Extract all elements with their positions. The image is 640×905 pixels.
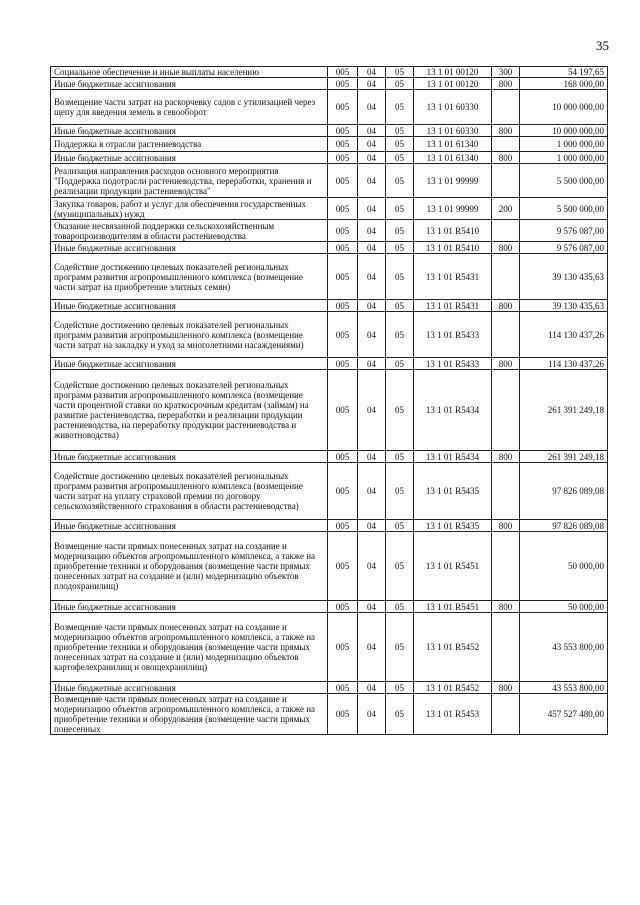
section-code-cell: 04: [358, 601, 386, 613]
subsection-code-cell: 05: [386, 152, 414, 164]
subsection-code-cell: 05: [386, 220, 414, 242]
target-article-code-cell: 13 1 01 R5431: [414, 300, 492, 312]
table-row: [51, 520, 608, 532]
department-code-cell: 005: [328, 78, 358, 90]
expense-type-code-cell: [492, 532, 520, 601]
target-article-code-cell: 13 1 01 61340: [414, 137, 492, 152]
subsection-code-cell: 05: [386, 682, 414, 694]
target-article-code-cell: 13 1 01 61340: [414, 152, 492, 164]
expense-type-code-cell: 800: [492, 300, 520, 312]
subsection-code-cell: 05: [386, 312, 414, 358]
section-code-cell: 04: [358, 254, 386, 300]
amount-cell: 50 000,00: [520, 532, 608, 601]
target-article-code-cell: 13 1 01 R5434: [414, 451, 492, 463]
amount-cell: 5 500 000,00: [520, 164, 608, 198]
section-code-cell: 04: [358, 694, 386, 735]
expense-name-cell: Иные бюджетные ассигнования: [51, 78, 328, 90]
department-code-cell: 005: [328, 613, 358, 682]
expense-type-code-cell: [492, 370, 520, 451]
amount-cell: 10 000 000,00: [520, 90, 608, 125]
target-article-code-cell: 13 1 01 R5431: [414, 254, 492, 300]
department-code-cell: 005: [328, 152, 358, 164]
target-article-code-cell: 13 1 01 R5410: [414, 220, 492, 242]
expense-type-code-cell: [492, 463, 520, 520]
page-number: 35: [596, 38, 609, 53]
department-code-cell: 005: [328, 67, 358, 78]
expense-type-code-cell: [492, 613, 520, 682]
department-code-cell: 005: [328, 312, 358, 358]
section-code-cell: 04: [358, 90, 386, 125]
table-row: [51, 300, 608, 312]
subsection-code-cell: 05: [386, 137, 414, 152]
table-row: [51, 152, 608, 164]
subsection-code-cell: 05: [386, 370, 414, 451]
subsection-code-cell: 05: [386, 694, 414, 735]
subsection-code-cell: 05: [386, 532, 414, 601]
expense-name-cell: Иные бюджетные ассигнования: [51, 242, 328, 254]
section-code-cell: 04: [358, 532, 386, 601]
amount-cell: 114 130 437,26: [520, 358, 608, 370]
amount-cell: 9 576 087,00: [520, 242, 608, 254]
table-row: [51, 694, 608, 735]
section-code-cell: 04: [358, 613, 386, 682]
expense-type-code-cell: 200: [492, 198, 520, 220]
expense-type-code-cell: [492, 164, 520, 198]
amount-cell: 39 130 435,63: [520, 254, 608, 300]
target-article-code-cell: 13 1 01 00120: [414, 67, 492, 78]
expense-name-cell: Иные бюджетные ассигнования: [51, 358, 328, 370]
expense-type-code-cell: [492, 137, 520, 152]
expense-name-cell: Содействие достижению целевых показателей региональных программ развития агропромышленного комплекса (возмещение части затрат на закладку и уход за многолетними насаждениями): [51, 312, 328, 358]
section-code-cell: 04: [358, 198, 386, 220]
table-row: [51, 164, 608, 198]
section-code-cell: 04: [358, 312, 386, 358]
amount-cell: 261 391 249,18: [520, 370, 608, 451]
section-code-cell: 04: [358, 220, 386, 242]
subsection-code-cell: 05: [386, 90, 414, 125]
expense-type-code-cell: 800: [492, 125, 520, 137]
amount-cell: 97 826 089,08: [520, 463, 608, 520]
target-article-code-cell: 13 1 01 R5435: [414, 520, 492, 532]
expense-name-cell: Возмещение части прямых понесенных затрат на создание и модернизацию объектов агропромышленного комплекса, а также на приобретение техники и оборудования (возмещение части прямых понесенных затрат на создание и (или) модернизацию объектов плодохранилищ): [51, 532, 328, 601]
section-code-cell: 04: [358, 463, 386, 520]
expense-type-code-cell: 800: [492, 451, 520, 463]
table-row: [51, 358, 608, 370]
department-code-cell: 005: [328, 601, 358, 613]
table-row: [51, 90, 608, 125]
expense-type-code-cell: 800: [492, 601, 520, 613]
amount-cell: 1 000 000,00: [520, 152, 608, 164]
target-article-code-cell: 13 1 01 R5451: [414, 532, 492, 601]
subsection-code-cell: 05: [386, 125, 414, 137]
subsection-code-cell: 05: [386, 358, 414, 370]
expense-name-cell: Иные бюджетные ассигнования: [51, 682, 328, 694]
target-article-code-cell: 13 1 01 60330: [414, 90, 492, 125]
table-row: [51, 137, 608, 152]
target-article-code-cell: 13 1 01 99999: [414, 198, 492, 220]
target-article-code-cell: 13 1 01 R5434: [414, 370, 492, 451]
amount-cell: 43 553 800,00: [520, 682, 608, 694]
table-row: [51, 451, 608, 463]
department-code-cell: 005: [328, 254, 358, 300]
target-article-code-cell: 13 1 01 00120: [414, 78, 492, 90]
amount-cell: 1 000 000,00: [520, 137, 608, 152]
expense-name-cell: Содействие достижению целевых показателей региональных программ развития агропромышленного комплекса (возмещение части процентной ставки по краткосрочным кредитам (займам) на развитие растениеводства, переработки и реализации продукции растениеводства, на переработку продукции растениеводства и животноводства): [51, 370, 328, 451]
subsection-code-cell: 05: [386, 300, 414, 312]
target-article-code-cell: 13 1 01 R5433: [414, 312, 492, 358]
table-row: [51, 613, 608, 682]
table-row: [51, 601, 608, 613]
target-article-code-cell: 13 1 01 R5451: [414, 601, 492, 613]
subsection-code-cell: 05: [386, 613, 414, 682]
subsection-code-cell: 05: [386, 242, 414, 254]
department-code-cell: 005: [328, 463, 358, 520]
table-row: [51, 370, 608, 451]
expense-name-cell: Реализация направления расходов основного мероприятия "Поддержка подотрасли растениеводства, переработки, хранения и реализации продукции растениеводства": [51, 164, 328, 198]
amount-cell: 457 527 480,00: [520, 694, 608, 735]
target-article-code-cell: 13 1 01 R5435: [414, 463, 492, 520]
amount-cell: 50 000,00: [520, 601, 608, 613]
table-row: [51, 254, 608, 300]
expense-type-code-cell: 800: [492, 152, 520, 164]
expense-type-code-cell: [492, 254, 520, 300]
expense-name-cell: Закупка товаров, работ и услуг для обеспечения государственных (муниципальных) нужд: [51, 198, 328, 220]
subsection-code-cell: 05: [386, 451, 414, 463]
department-code-cell: 005: [328, 370, 358, 451]
expense-name-cell: Возмещение части прямых понесенных затрат на создание и модернизацию объектов агропромышленного комплекса, а также на приобретение техники и оборудования (возмещение части прямых понесенных затрат на создание и (или) модернизацию объектов картофелехранилищ и овощехранилищ): [51, 613, 328, 682]
expense-type-code-cell: 800: [492, 242, 520, 254]
subsection-code-cell: 05: [386, 520, 414, 532]
subsection-code-cell: 05: [386, 254, 414, 300]
section-code-cell: 04: [358, 451, 386, 463]
department-code-cell: 005: [328, 520, 358, 532]
expense-type-code-cell: 800: [492, 520, 520, 532]
section-code-cell: 04: [358, 125, 386, 137]
expense-type-code-cell: 300: [492, 67, 520, 78]
budget-table: [50, 66, 608, 735]
subsection-code-cell: 05: [386, 164, 414, 198]
expense-name-cell: Иные бюджетные ассигнования: [51, 451, 328, 463]
subsection-code-cell: 05: [386, 601, 414, 613]
expense-name-cell: Содействие достижению целевых показателей региональных программ развития агропромышленного комплекса (возмещение части затрат на приобретение элитных семян): [51, 254, 328, 300]
table-row: [51, 463, 608, 520]
expense-name-cell: Содействие достижению целевых показателей региональных программ развития агропромышленного комплекса (возмещение части затрат на уплату страховой премии по договору сельскохозяйственного страхования в области растениеводства): [51, 463, 328, 520]
expense-type-code-cell: [492, 90, 520, 125]
department-code-cell: 005: [328, 451, 358, 463]
amount-cell: 9 576 087,00: [520, 220, 608, 242]
amount-cell: 114 130 437,26: [520, 312, 608, 358]
section-code-cell: 04: [358, 152, 386, 164]
department-code-cell: 005: [328, 682, 358, 694]
department-code-cell: 005: [328, 164, 358, 198]
amount-cell: 54 197,65: [520, 67, 608, 78]
amount-cell: 261 391 249,18: [520, 451, 608, 463]
target-article-code-cell: 13 1 01 R5433: [414, 358, 492, 370]
subsection-code-cell: 05: [386, 67, 414, 78]
table-row: [51, 198, 608, 220]
expense-type-code-cell: 800: [492, 358, 520, 370]
expense-name-cell: Социальное обеспечение и иные выплаты населению: [51, 67, 328, 78]
expense-name-cell: Иные бюджетные ассигнования: [51, 520, 328, 532]
expense-name-cell: Оказание несвязанной поддержки сельскохозяйственным товаропроизводителям в области растениеводства: [51, 220, 328, 242]
expense-type-code-cell: [492, 220, 520, 242]
expense-name-cell: Поддержка в отрасли растениеводства: [51, 137, 328, 152]
expense-type-code-cell: 800: [492, 682, 520, 694]
budget-table-body: [51, 67, 608, 735]
section-code-cell: 04: [358, 682, 386, 694]
amount-cell: 5 500 000,00: [520, 198, 608, 220]
target-article-code-cell: 13 1 01 R5452: [414, 613, 492, 682]
amount-cell: 168 000,00: [520, 78, 608, 90]
department-code-cell: 005: [328, 198, 358, 220]
target-article-code-cell: 13 1 01 R5452: [414, 682, 492, 694]
department-code-cell: 005: [328, 694, 358, 735]
department-code-cell: 005: [328, 125, 358, 137]
table-row: [51, 682, 608, 694]
section-code-cell: 04: [358, 358, 386, 370]
section-code-cell: 04: [358, 242, 386, 254]
section-code-cell: 04: [358, 520, 386, 532]
expense-type-code-cell: [492, 694, 520, 735]
department-code-cell: 005: [328, 358, 358, 370]
section-code-cell: 04: [358, 78, 386, 90]
department-code-cell: 005: [328, 532, 358, 601]
target-article-code-cell: 13 1 01 60330: [414, 125, 492, 137]
subsection-code-cell: 05: [386, 78, 414, 90]
department-code-cell: 005: [328, 242, 358, 254]
expense-type-code-cell: [492, 312, 520, 358]
department-code-cell: 005: [328, 90, 358, 125]
section-code-cell: 04: [358, 370, 386, 451]
table-row: [51, 220, 608, 242]
department-code-cell: 005: [328, 137, 358, 152]
table-row: [51, 67, 608, 78]
expense-name-cell: Иные бюджетные ассигнования: [51, 152, 328, 164]
amount-cell: 97 826 089,08: [520, 520, 608, 532]
table-row: [51, 78, 608, 90]
department-code-cell: 005: [328, 220, 358, 242]
expense-name-cell: Иные бюджетные ассигнования: [51, 125, 328, 137]
subsection-code-cell: 05: [386, 198, 414, 220]
amount-cell: 43 553 800,00: [520, 613, 608, 682]
expense-name-cell: Возмещение части прямых понесенных затрат на создание и модернизацию объектов агропромышленного комплекса, а также на приобретение техники и оборудования (возмещение части прямых понесенных: [51, 694, 328, 735]
section-code-cell: 04: [358, 164, 386, 198]
expense-name-cell: Иные бюджетные ассигнования: [51, 601, 328, 613]
expense-type-code-cell: 800: [492, 78, 520, 90]
target-article-code-cell: 13 1 01 R5453: [414, 694, 492, 735]
expense-name-cell: Возмещение части затрат на раскорчевку садов с утилизацией через щепу для введения земель в севооборот: [51, 90, 328, 125]
amount-cell: 10 000 000,00: [520, 125, 608, 137]
table-row: [51, 532, 608, 601]
subsection-code-cell: 05: [386, 463, 414, 520]
section-code-cell: 04: [358, 137, 386, 152]
table-row: [51, 242, 608, 254]
expense-name-cell: Иные бюджетные ассигнования: [51, 300, 328, 312]
table-row: [51, 125, 608, 137]
section-code-cell: 04: [358, 67, 386, 78]
table-row: [51, 312, 608, 358]
amount-cell: 39 130 435,63: [520, 300, 608, 312]
target-article-code-cell: 13 1 01 R5410: [414, 242, 492, 254]
target-article-code-cell: 13 1 01 99999: [414, 164, 492, 198]
department-code-cell: 005: [328, 300, 358, 312]
section-code-cell: 04: [358, 300, 386, 312]
